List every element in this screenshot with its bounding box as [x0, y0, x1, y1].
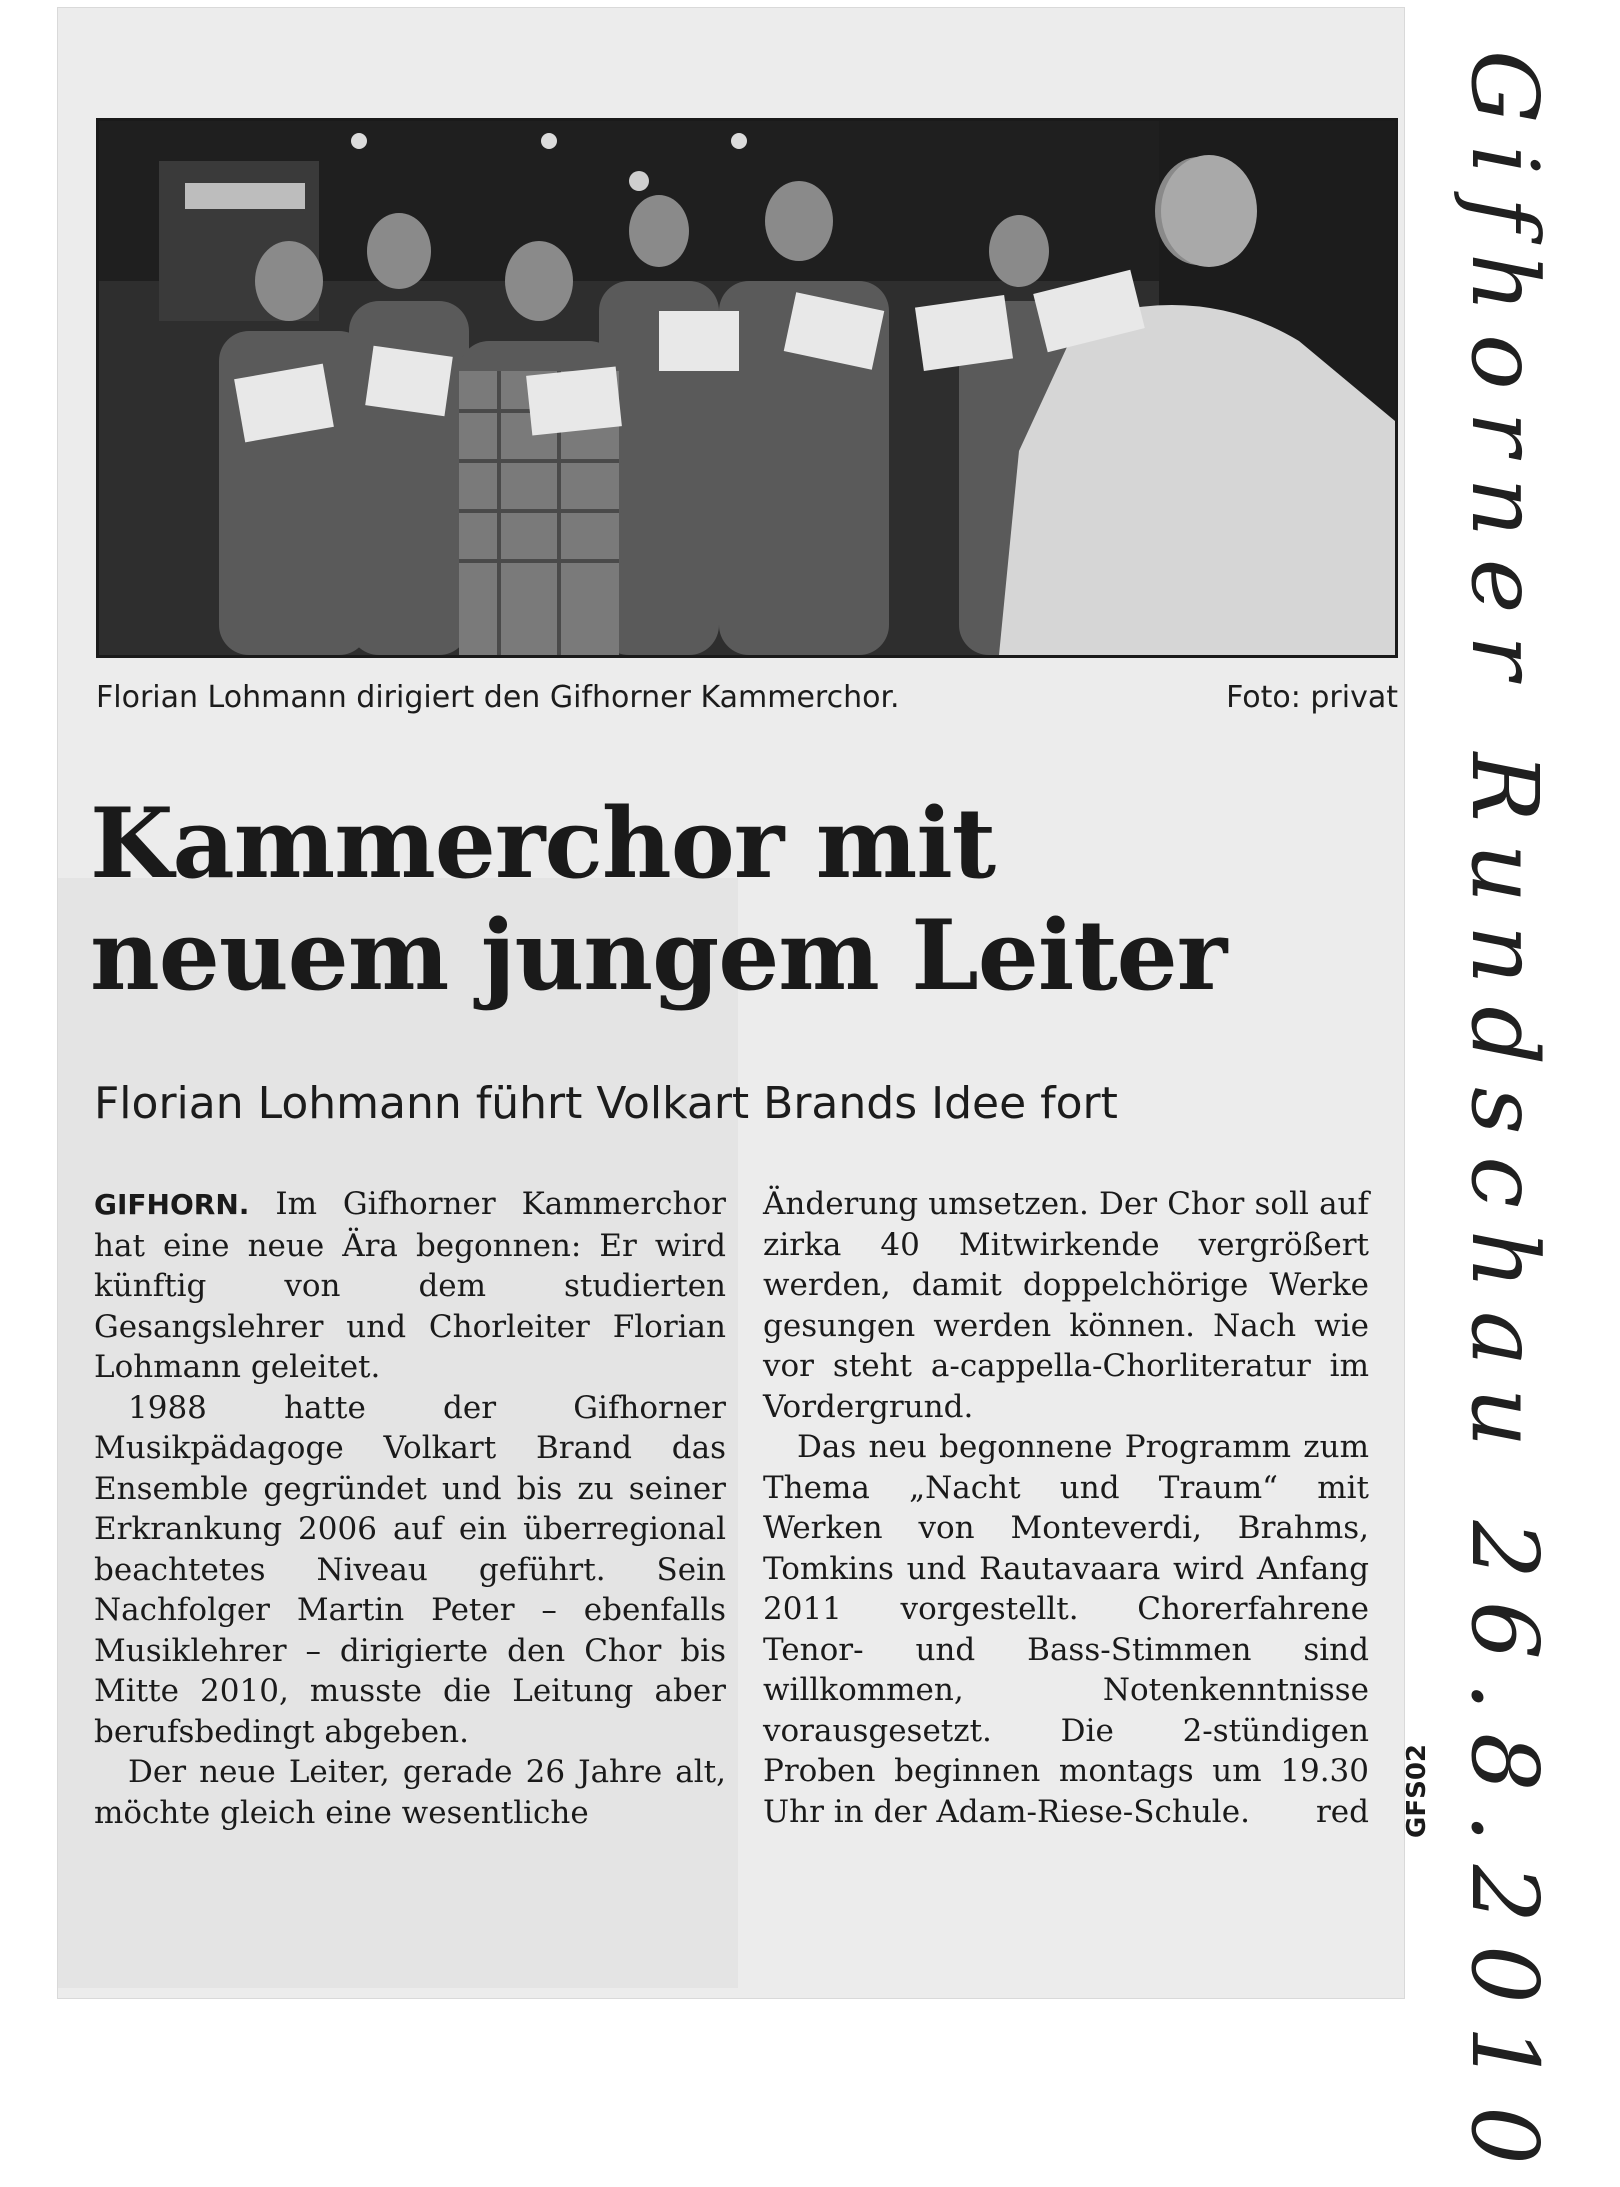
paragraph	[94, 1184, 726, 1388]
paragraph: 1988 hatte der Gifhorner Musikpädagoge Volkart Brand das Ensemble gegründet und bis zu seiner Erkrankung 2006 auf ein überregional beachtetes Niveau geführt. Sein Nachfolger Martin Peter – ebenfalls Musiklehrer – dirigierte den Chor bis Mitte 2010, musste die Leitung aber berufsbedingt abgeben.	[94, 1389, 726, 1750]
article-photo	[96, 118, 1398, 658]
article-column-left	[94, 1184, 726, 1833]
handwritten-source-date: Gifhorner Rundschau 26.8.2010	[1451, 50, 1558, 2187]
caption-text: Florian Lohmann dirigiert den Gifhorner Kammerchor.	[96, 680, 900, 715]
paragraph: Änderung umsetzen. Der Chor soll auf zirka 40 Mitwirkende vergrößert werden, damit doppelchörige Werke gesungen werden können. Nach wie vor steht a-cappella-Chorliteratur im Vordergrund.	[763, 1186, 1369, 1425]
headline-line-1: Kammerchor mit	[90, 787, 996, 900]
dateline: GIFHORN.	[94, 1188, 250, 1221]
choir-photo-illustration	[99, 121, 1395, 655]
paragraph	[763, 1427, 1369, 1832]
article-column-right	[763, 1184, 1369, 1832]
handwritten-annotation	[1418, 50, 1608, 2187]
paragraph: Der neue Leiter, gerade 26 Jahre alt, möchte gleich eine wesentliche	[94, 1754, 726, 1831]
article-headline	[90, 788, 1270, 1012]
article-subheadline: Florian Lohmann führt Volkart Brands Idee fort	[94, 1078, 1118, 1129]
author-signature: red	[1315, 1793, 1369, 1830]
photo-caption	[96, 680, 1398, 715]
paragraph-text: Das neu begonnene Programm zum Thema „Nacht und Traum“ mit Werken von Monteverdi, Brahms, Tomkins und Rautavaara wird Anfang 2011 vorgestellt. Chorerfahrene Tenor- und Bass-Stimmen sind willkommen, Notenkenntnisse vorausgesetzt. Die 2-stündigen Proben beginnen montags um 19.30 Uhr in der Adam-Riese-Schule.	[763, 1429, 1369, 1830]
page-code: GFS02	[1402, 1743, 1432, 1838]
photo-credit: Foto: privat	[1226, 680, 1398, 715]
paragraph-text: Im Gifhorner Kammerchor hat eine neue Ära begonnen: Er wird künftig von dem studierten Gesangslehrer und Chorleiter Florian Lohmann geleitet.	[94, 1186, 726, 1385]
headline-line-2: neuem jungem Leiter	[90, 899, 1227, 1012]
newspaper-clipping	[58, 8, 1432, 1998]
